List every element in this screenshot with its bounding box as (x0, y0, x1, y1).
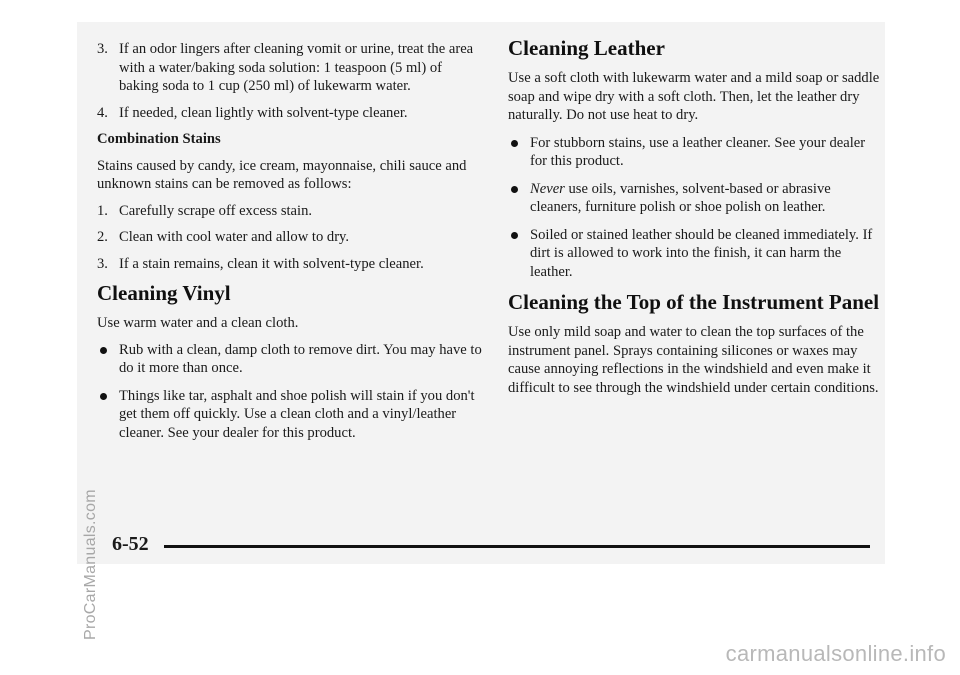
bullet-text: For stubborn stains, use a leather cleaner. See your dealer for this product. (530, 134, 866, 169)
left-column (97, 40, 485, 451)
bullet-text: Rub with a clean, damp cloth to remove dirt. You may have to do it more than once. (119, 341, 482, 376)
vinyl-bullets (97, 341, 485, 443)
step-number: 3. (97, 255, 108, 272)
bullet-text: use oils, varnishes, solvent-based or abrasive cleaners, furniture polish or shoe polish on leather. (530, 180, 831, 215)
bullet-text: Soiled or stained leather should be cleaned immediately. If dirt is allowed to work into the finish, it can harm the leather. (530, 226, 873, 280)
page-footer (112, 533, 870, 557)
cleaning-vinyl-heading: Cleaning Vinyl (97, 281, 231, 305)
instrument-panel-heading: Cleaning the Top of the Instrument Panel (508, 290, 880, 314)
list-item (508, 226, 880, 282)
bullet-icon (511, 186, 518, 193)
step-text: Carefully scrape off excess stain. (119, 202, 313, 219)
instrument-panel-text: Use only mild soap and water to clean the top surfaces of the instrument panel. Sprays containing silicones or waxes may cause annoying reflections in the windshield and even make it difficult to see through the windshield under certain conditions. (508, 324, 879, 396)
leather-bullets (508, 134, 880, 282)
bullet-icon (511, 232, 518, 239)
bullet-text: Things like tar, asphalt and shoe polish will stain if you don't get them off quickly. Use a clean cloth and a vinyl/leather cleaner. See your dealer for this product. (119, 387, 475, 441)
step-number: 3. (97, 41, 108, 57)
step-number: 1. (97, 202, 108, 219)
list-item (97, 255, 485, 274)
side-watermark: ProCarManuals.com (82, 489, 99, 640)
list-item (97, 202, 485, 221)
list-item (97, 104, 485, 123)
step-text: Clean with cool water and allow to dry. (119, 229, 350, 245)
list-item (97, 341, 485, 378)
leather-intro: Use a soft cloth with lukewarm water and a mild soap or saddle soap and wipe dry with a soft cloth. Then, let the leather dry naturally. Do not use heat to dry. (508, 70, 880, 123)
list-item (97, 40, 485, 96)
list-item (97, 228, 485, 247)
right-column (508, 36, 880, 397)
step-text: If an odor lingers after cleaning vomit or urine, treat the area with a water/baking soda solution: 1 teaspoon (5 ml) of baking soda to 1 cup (250 ml) of lukewarm water. (119, 41, 474, 94)
site-watermark: carmanualsonline.info (725, 641, 946, 666)
footer-rule (164, 545, 870, 548)
step-number: 4. (97, 104, 108, 121)
vinyl-intro: Use warm water and a clean cloth. (97, 315, 299, 331)
step-text: If a stain remains, clean it with solvent-type cleaner. (119, 255, 424, 272)
page-number: 6-52 (112, 533, 149, 555)
bullet-emphasis: Never (530, 180, 565, 197)
bullet-icon (511, 140, 518, 147)
step-text: If needed, clean lightly with solvent-type cleaner. (119, 104, 408, 121)
combination-steps-list (97, 202, 485, 274)
list-item (508, 180, 880, 217)
odor-steps-list (97, 40, 485, 122)
step-number: 2. (97, 229, 108, 245)
combination-stains-heading: Combination Stains (97, 131, 221, 147)
list-item (97, 387, 485, 443)
list-item (508, 134, 880, 171)
cleaning-leather-heading: Cleaning Leather (508, 36, 665, 60)
combination-stains-intro: Stains caused by candy, ice cream, mayonnaise, chili sauce and unknown stains can be removed as follows: (97, 157, 467, 192)
